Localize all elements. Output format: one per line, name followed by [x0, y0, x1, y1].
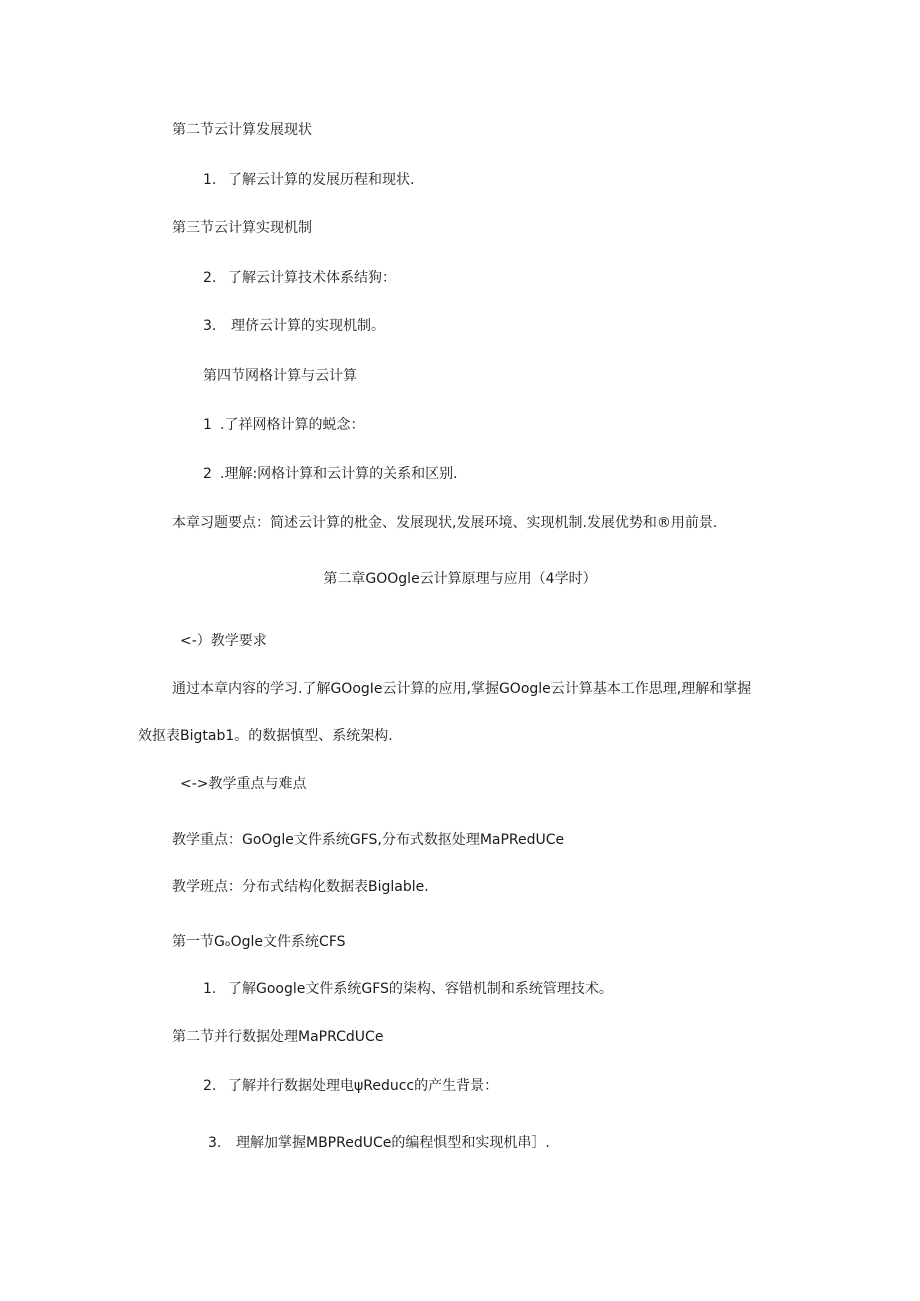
list-item-number: 1. [203, 172, 217, 188]
section-heading-s2: 第二节云计算发展现状 [172, 122, 312, 138]
list-item-text: 了解云计算的发展历程和现状. [228, 172, 415, 188]
list-item [203, 415, 364, 435]
list-item-number: 1 [203, 417, 212, 433]
list-item [203, 268, 396, 288]
paragraph-line: 通过本章内容的学习.了解GOogIe云计算的应用,掌握GOogle云计算基本工作思理,理解和掌握 [172, 681, 752, 697]
chapter-title: 第二章GOOgle云计算原理与应用（4学时） [323, 571, 597, 587]
list-item-number: 2. [203, 270, 217, 286]
list-item-number: 1. [203, 981, 217, 997]
list-item-text: 了解并行数据处理电ψReducc的产生背景： [228, 1078, 499, 1094]
list-item [203, 979, 613, 999]
paragraph-line: 效抠表Bigtab1。的数据慎型、系统架构. [138, 728, 393, 744]
list-item [208, 1133, 550, 1153]
list-item-text: 了解云计算技术体系结狗： [228, 270, 396, 286]
list-item [203, 464, 458, 484]
section-heading-c2s2: 第二节并行数据处理MaPRCdUCe [172, 1029, 384, 1045]
list-item-text: 理侪云计算的实现机制。 [231, 318, 385, 334]
list-item-number: 3. [208, 1135, 222, 1151]
list-item-text: 了解Google文件系统GFS的柒构、容错机制和系统管理技术。 [228, 981, 613, 997]
list-item-text: .了祥网格计算的蜕念： [220, 417, 365, 433]
subheading-key-points: <->教学重点与难点 [180, 776, 307, 792]
list-item-number: 2 [203, 466, 212, 482]
section-heading-s3: 第三节云计算实现机制 [172, 220, 312, 236]
difficulty-point: 教学班点：分布式结构化数据表Biglable. [172, 879, 429, 895]
list-item-text: .理解:网格计算和云计算的关系和区别. [220, 466, 458, 482]
section-heading-c2s1: 第一节GₒOgle文件系统CFS [172, 934, 346, 950]
list-item [203, 1076, 498, 1096]
list-item [203, 170, 414, 190]
list-item-number: 2. [203, 1078, 217, 1094]
key-point: 教学重点：GoOgle文件系统GFS,分布式数抠处理MaPRedUCe [172, 832, 565, 848]
list-item-number: 3. [203, 318, 217, 334]
list-item [203, 316, 385, 336]
section-heading-s4: 第四节网格计算与云计算 [203, 368, 357, 384]
subheading-requirements: <-）教学要求 [180, 633, 267, 649]
list-item-text: 理解加掌握MBPRedUCe的编程惧型和实现机串］. [236, 1135, 550, 1151]
exercise-summary: 本章习题要点：简述云计算的枇金、发展现状,发展环境、实现机制.发展优势和®用前景. [172, 515, 718, 531]
